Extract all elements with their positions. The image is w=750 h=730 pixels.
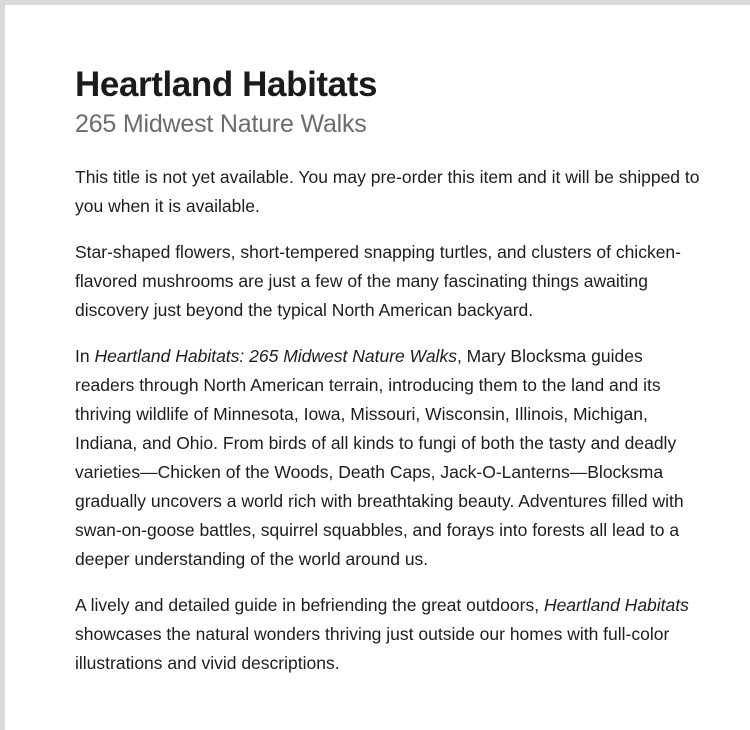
book-description-panel [75, 63, 700, 695]
book-title-italic: Heartland Habitats: 265 Midwest Nature Walks [94, 346, 457, 366]
book-title: Heartland Habitats [75, 65, 378, 104]
description-paragraph-1: Star-shaped flowers, short-tempered snapping turtles, and clusters of chicken-flavored mushrooms are just a few of the many fascinating things awaiting discovery just beyond the typical North American backyard. [75, 242, 681, 320]
paragraph-text: In [75, 346, 95, 366]
paragraph-text: showcases the natural wonders thriving just outside our homes with full-color illustrations and vivid descriptions. [75, 624, 670, 673]
paragraph-text: , Mary Blocksma guides readers through North American terrain, introducing them to the land and its thriving wildlife of Minnesota, Iowa, Missouri, Wisconsin, Illinois, Michigan, Indiana, and Ohio. From birds of all kinds to fungi of both the tasty and deadly varieties—Chicken of the Woods, Death Caps, Jack-O-Lanterns—Blocksma gradually uncovers a world rich with breathtaking beauty. Adventures filled with swan-on-goose battles, squirrel squabbles, and forays into forests all lead to a deeper understanding of the world around us. [75, 346, 684, 569]
paragraph-text: A lively and detailed guide in befriending the great outdoors, [75, 595, 544, 615]
availability-notice: This title is not yet available. You may pre-order this item and it will be shipped to you when it is available. [75, 167, 700, 216]
book-title-italic: Heartland Habitats [543, 595, 689, 615]
description-paragraph-3 [75, 591, 700, 678]
product-page [5, 5, 750, 730]
description-paragraph-2 [75, 342, 700, 574]
book-subtitle: 265 Midwest Nature Walks [75, 110, 367, 138]
